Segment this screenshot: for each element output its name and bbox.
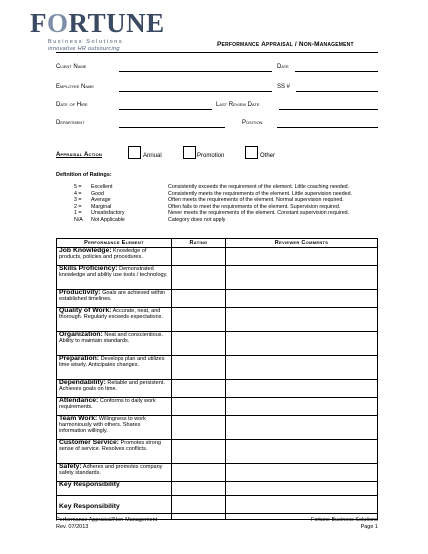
definition-desc: Consistently exceeds the requirement of the element. Little coaching needed. — [168, 184, 350, 190]
element-desc: Goals are achieved within established timelines. — [59, 290, 166, 303]
definition-name: Good — [91, 190, 104, 197]
definition-name: Not Applicable — [91, 216, 125, 223]
logo-letters: RTUNE — [68, 8, 165, 38]
definition-code: 1 = — [74, 210, 82, 216]
logo-letter-o: O — [47, 8, 69, 38]
comment-cell[interactable] — [226, 416, 378, 440]
element-name: Customer Service: — [59, 439, 120, 446]
logo-letter: F — [30, 8, 47, 38]
element-cell — [57, 464, 172, 482]
definition-code: 3 = — [74, 197, 82, 203]
appraisal-action-label: Appraisal Action — [56, 152, 102, 158]
comment-cell[interactable] — [226, 356, 378, 380]
comment-cell[interactable] — [226, 380, 378, 398]
comment-cell[interactable] — [226, 266, 378, 290]
table-row — [57, 496, 378, 520]
element-desc: Accurate, neat, and thorough. Regularly exceeds expectations. — [59, 308, 163, 321]
footer-page-number: Page 1 — [360, 523, 378, 530]
element-name: Preparation: — [59, 355, 100, 362]
other-label: Other — [260, 153, 276, 159]
element-cell — [57, 356, 172, 380]
date-of-hire-field[interactable] — [119, 109, 212, 110]
comment-cell[interactable] — [226, 290, 378, 308]
rating-cell[interactable] — [172, 482, 226, 496]
logo-slogan: innovative HR outsourcing — [48, 46, 120, 52]
footer-rule — [56, 513, 378, 514]
definition-name: Average — [91, 197, 111, 203]
document-title: Performance Appraisal / Non-Management — [217, 41, 354, 48]
last-review-date-field[interactable] — [279, 109, 378, 110]
definition-desc: Consistently meets the requirements of the element. Little supervision needed. — [168, 190, 353, 197]
element-name: Attendance: — [59, 397, 99, 404]
element-cell — [57, 248, 172, 266]
element-desc: Promotes strong sense of service. Resolves conflicts. — [59, 440, 161, 453]
definition-desc: Often fails to meet the requirements of the element. Supervision required. — [168, 203, 341, 210]
definition-name: Marginal — [91, 203, 112, 210]
rating-cell[interactable] — [172, 440, 226, 464]
rating-cell[interactable] — [172, 248, 226, 266]
element-name: Skills Proficiency: — [59, 265, 118, 272]
date-of-hire-label: Date of Hire — [56, 102, 88, 108]
client-name-label: Client Name — [56, 64, 87, 70]
element-desc: Reliable and persistent. Achieves goals on time. — [59, 380, 165, 393]
comment-cell[interactable] — [226, 308, 378, 332]
definition-name: Excellent — [91, 184, 113, 190]
rating-header: Rating — [172, 239, 226, 248]
definition-code: 2 = — [74, 203, 82, 210]
rating-cell[interactable] — [172, 416, 226, 440]
footer-doc-name: Performance Appraisal/Non-Management — [56, 517, 158, 523]
table-row — [57, 380, 378, 398]
employee-name-label: Employee Name — [56, 84, 95, 90]
footer-right — [311, 517, 378, 530]
element-desc: Willingness to work harmoniously with others. Shares information willingly. — [59, 416, 146, 435]
table-row — [57, 266, 378, 290]
position-field[interactable] — [277, 127, 378, 128]
table-row — [57, 416, 378, 440]
element-name: Job Knowledge: — [59, 247, 112, 254]
table-row — [57, 248, 378, 266]
element-desc: Knowledge of products, policies and procedures. — [59, 248, 147, 261]
element-desc: Conforms to daily work requirements. — [59, 398, 156, 411]
department-field[interactable] — [119, 127, 225, 128]
definition-code: 5 = — [74, 184, 82, 190]
definition-code: 4 = — [74, 190, 82, 197]
date-label: Date — [277, 64, 289, 70]
rating-cell[interactable] — [172, 266, 226, 290]
comment-cell[interactable] — [226, 248, 378, 266]
rating-cell[interactable] — [172, 464, 226, 482]
element-cell — [57, 398, 172, 416]
table-row — [57, 356, 378, 380]
definition-desc: Never meets the requirements of the element. Constant supervision required. — [168, 210, 350, 216]
element-cell — [57, 380, 172, 398]
table-row — [57, 290, 378, 308]
element-name: Organization: — [59, 331, 103, 338]
element-cell — [57, 290, 172, 308]
rating-cell[interactable] — [172, 380, 226, 398]
definition-desc: Often meets the requirements of the element. Normal supervision required. — [168, 197, 344, 203]
employee-name-field[interactable] — [119, 91, 272, 92]
rating-cell[interactable] — [172, 332, 226, 356]
annual-label: Annual — [143, 153, 162, 159]
key-responsibility-cell — [57, 482, 172, 496]
element-name: Quality of Work: — [59, 307, 112, 314]
promotion-label: Promotion — [197, 153, 225, 159]
definition-name: Unsatisfactory — [91, 210, 125, 216]
table-row — [57, 332, 378, 356]
performance-element-header: Performance Element — [57, 239, 172, 248]
element-name: Team Work: — [59, 415, 98, 422]
element-name: Productivity: — [59, 289, 101, 296]
footer-company: Fortune Business Solutions — [311, 517, 378, 523]
company-logo — [30, 8, 165, 39]
ss-field[interactable] — [296, 91, 378, 92]
comment-cell[interactable] — [226, 482, 378, 496]
definition-title: Definition of Ratings: — [56, 172, 112, 178]
date-field[interactable] — [295, 71, 378, 72]
rating-cell[interactable] — [172, 308, 226, 332]
comment-cell[interactable] — [226, 464, 378, 482]
reviewer-comments-header: Reviewer Comments — [226, 239, 378, 248]
element-desc: Neat and conscientious. Ability to maintain standards. — [59, 332, 164, 345]
key-responsibility-cell — [57, 496, 172, 520]
comment-cell[interactable] — [226, 496, 378, 520]
department-label: Department — [56, 120, 85, 126]
table-row — [57, 440, 378, 464]
position-label: Position — [242, 120, 263, 126]
header-rule — [56, 52, 378, 53]
key-responsibility-label: Key Responsibility — [59, 503, 120, 511]
rating-cell[interactable] — [172, 290, 226, 308]
logo-tagline: Business Solutions — [48, 39, 124, 45]
table-row — [57, 398, 378, 416]
table-row — [57, 464, 378, 482]
promotion-checkbox[interactable] — [183, 146, 196, 159]
element-desc: Develops plan and utilizes time wisely. Anticipates changes. — [59, 356, 165, 369]
rating-cell[interactable] — [172, 496, 226, 520]
element-cell — [57, 416, 172, 440]
annual-checkbox[interactable] — [128, 146, 141, 159]
footer-left — [56, 517, 157, 530]
client-name-field[interactable] — [119, 71, 272, 72]
last-review-date-label: Last Review Date — [216, 102, 260, 108]
rating-cell[interactable] — [172, 356, 226, 380]
definition-desc: Category does not apply — [168, 216, 226, 223]
definition-code: N/A — [74, 216, 83, 223]
element-cell — [57, 308, 172, 332]
comment-cell[interactable] — [226, 398, 378, 416]
element-name: Dependability: — [59, 379, 106, 386]
table-row — [57, 482, 378, 496]
element-cell — [57, 440, 172, 464]
table-row — [57, 308, 378, 332]
element-desc: Demonstrated knowledge and ability use tools / technology. — [59, 266, 168, 279]
element-name: Safety: — [59, 463, 82, 470]
comment-cell[interactable] — [226, 440, 378, 464]
ss-label: SS # — [277, 84, 291, 90]
element-cell — [57, 332, 172, 356]
footer-revision: Rev. 07/2013 — [56, 523, 89, 530]
performance-table — [56, 238, 378, 520]
rating-cell[interactable] — [172, 398, 226, 416]
element-cell — [57, 266, 172, 290]
comment-cell[interactable] — [226, 332, 378, 356]
element-desc: Adheres and promotes company safety standards. — [59, 464, 163, 477]
key-responsibility-label: Key Responsibility — [59, 481, 120, 488]
other-checkbox[interactable] — [245, 146, 258, 159]
